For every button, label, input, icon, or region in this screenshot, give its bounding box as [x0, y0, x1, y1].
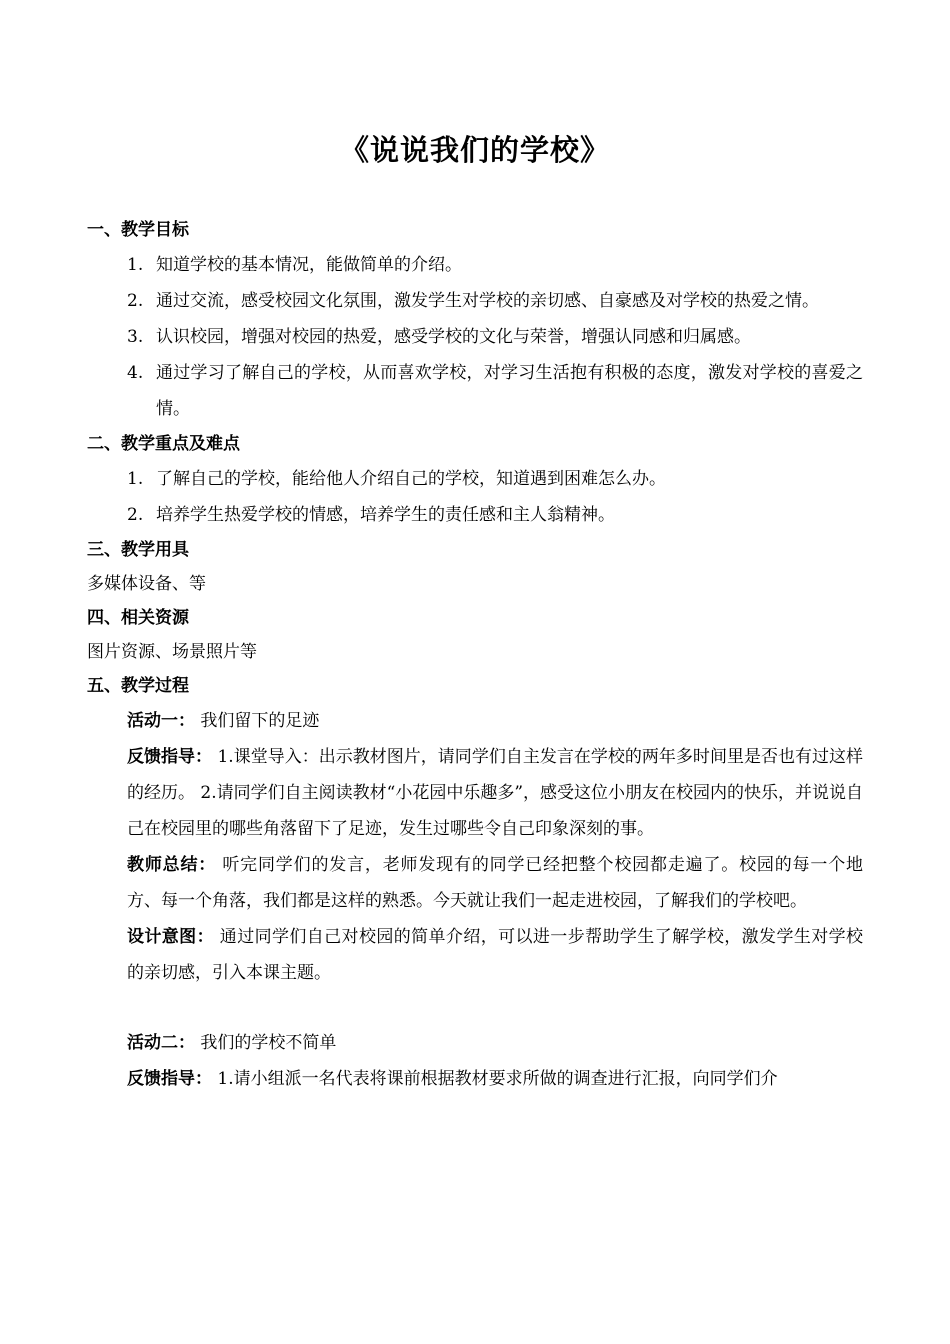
list-item [87, 461, 863, 497]
feedback-text: 1.课堂导入：出示教材图片，请同学们自主发言在学校的两年多时间里是否也有过这样的经历。 2.请同学们自主阅读教材“小花园中乐趣多”，感受这位小朋友在校园内的快乐，并说说自己在校园里的哪些角落留下了足迹，发生过哪些令自己印象深刻的事。 [127, 747, 864, 839]
list-item [87, 319, 863, 355]
list-item [87, 283, 863, 319]
list-text: 通过学习了解自己的学校，从而喜欢学校，对学习生活抱有积极的态度，激发对学校的喜爱之情。 [156, 363, 863, 419]
activity-one-summary [127, 847, 863, 919]
intent-text: 通过同学们自己对校园的简单介绍，可以进一步帮助学生了解学校，激发学生对学校的亲切感，引入本课主题。 [127, 927, 864, 983]
section-heading: 一、教学目标 [87, 220, 189, 240]
list-number: 1. [127, 255, 144, 275]
list-text: 通过交流，感受校园文化氛围，激发学生对学校的亲切感、自豪感及对学校的热爱之情。 [156, 291, 819, 311]
summary-text: 听完同学们的发言，老师发现有的同学已经把整个校园都走遍了。校园的每一个地方、每一个角落，我们都是这样的熟悉。今天就让我们一起走进校园，了解我们的学校吧。 [127, 855, 864, 911]
list-number: 3. [127, 327, 144, 347]
activity-one-title [127, 703, 863, 739]
feedback-label: 反馈指导： [127, 1069, 212, 1089]
activity-label: 活动二： [127, 1033, 195, 1053]
activity-text: 我们的学校不简单 [200, 1033, 337, 1053]
list-item [87, 355, 863, 427]
objectives-list [87, 247, 863, 427]
list-number: 2. [127, 291, 144, 311]
summary-label: 教师总结： [127, 855, 217, 875]
blank-line [87, 991, 863, 1025]
list-number: 1. [127, 469, 144, 489]
section-heading: 四、相关资源 [87, 608, 189, 628]
activity-one-feedback [127, 739, 863, 847]
key-points-list [87, 461, 863, 533]
document-body [87, 213, 863, 1097]
intent-label: 设计意图： [127, 927, 214, 947]
document-title: 《说说我们的学校》 [339, 133, 610, 167]
activity-two-feedback [127, 1061, 863, 1097]
list-text: 培养学生热爱学校的情感，培养学生的责任感和主人翁精神。 [156, 505, 615, 525]
activity-label: 活动一： [127, 711, 195, 731]
list-text: 了解自己的学校，能给他人介绍自己的学校，知道遇到困难怎么办。 [156, 469, 666, 489]
feedback-text: 1.请小组派一名代表将课前根据教材要求所做的调查进行汇报，向同学们介 [217, 1069, 778, 1089]
section-heading: 五、教学过程 [87, 676, 189, 696]
section-heading: 三、教学用具 [87, 540, 189, 560]
list-item [87, 247, 863, 283]
list-text: 知道学校的基本情况，能做简单的介绍。 [156, 255, 462, 275]
list-item [87, 497, 863, 533]
section-text: 图片资源、场景照片等 [87, 642, 257, 662]
activity-one-intent [127, 919, 863, 991]
list-number: 4. [127, 363, 144, 383]
list-number: 2. [127, 505, 144, 525]
list-text: 认识校园，增强对校园的热爱，感受学校的文化与荣誉，增强认同感和归属感。 [156, 327, 751, 347]
section-heading: 二、教学重点及难点 [87, 434, 240, 454]
activity-text: 我们留下的足迹 [200, 711, 320, 731]
section-text: 多媒体设备、等 [87, 574, 206, 594]
feedback-label: 反馈指导： [127, 747, 213, 767]
activity-two-title [127, 1025, 863, 1061]
